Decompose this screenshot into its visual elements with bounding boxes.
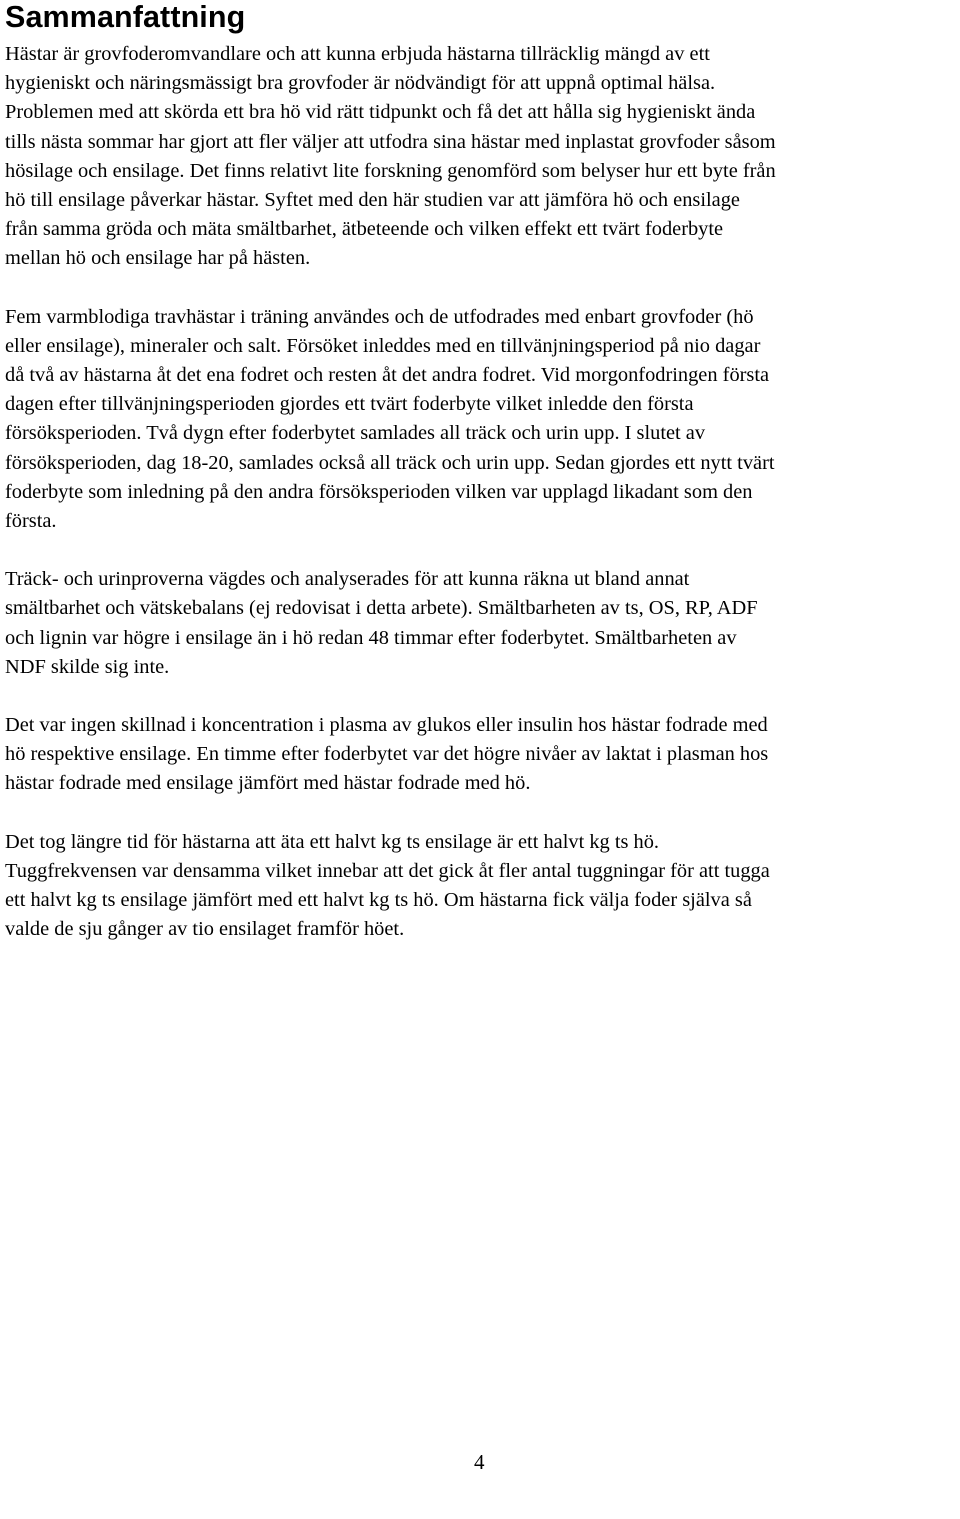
text-line: då två av hästarna åt det ena fodret och resten åt det andra fodret. Vid morgonfodringen första xyxy=(5,364,770,387)
paragraph-3 xyxy=(5,565,957,682)
paragraph-4 xyxy=(5,711,957,799)
text-line: första. xyxy=(5,510,57,533)
text-line: Hästar är grovfoderomvandlare och att kunna erbjuda hästarna tillräcklig mängd av ett xyxy=(5,43,710,65)
text-line: tills nästa sommar har gjort att fler väljer att utfodra sina hästar med inplastat grovfoder såsom xyxy=(5,130,776,153)
text-line: ett halvt kg ts ensilage jämfört med ett halvt kg ts hö. Om hästarna fick välja foder själva så xyxy=(5,889,752,912)
text-line: Fem varmblodiga travhästar i träning användes och de utfodrades med enbart grovfoder (hö xyxy=(5,305,754,328)
page-number: 4 xyxy=(474,1450,485,1474)
text-line: eller ensilage), mineraler och salt. Försöket inleddes med en tillvänjningsperiod på nio dagar xyxy=(5,334,761,357)
text-line: dagen efter tillvänjningsperioden gjordes ett tvärt foderbyte vilket inledde den första xyxy=(5,393,694,416)
text-line: Tuggfrekvensen var densamma vilket innebar att det gick åt fler antal tuggningar för att tugga xyxy=(5,859,770,882)
text-line: Det tog längre tid för hästarna att äta ett halvt kg ts ensilage är ett halvt kg ts hö. xyxy=(5,830,660,853)
text-line: hö respektive ensilage. En timme efter foderbytet var det högre nivåer av laktat i plasman hos xyxy=(5,743,769,766)
text-line: hösilage och ensilage. Det finns relativt lite forskning genomförd som belyser hur ett byte från xyxy=(5,159,776,182)
text-line: Det var ingen skillnad i koncentration i plasma av glukos eller insulin hos hästar fodrade med xyxy=(5,714,768,737)
text-line: försöksperioden. Två dygn efter foderbytet samlades all träck och urin upp. I slutet av xyxy=(5,422,706,445)
text-line: Problemen med att skörda ett bra hö vid rätt tidpunkt och få det att hålla sig hygieniskt ända xyxy=(5,101,756,124)
text-line: hygieniskt och näringsmässigt bra grovfoder är nödvändigt för att uppnå optimal hälsa. xyxy=(5,72,716,95)
paragraph-5 xyxy=(5,828,957,945)
text-line: smältbarhet och vätskebalans (ej redovisat i detta arbete). Smältbarheten av ts, OS, RP, ADF xyxy=(5,597,758,620)
text-line: mellan hö och ensilage har på hästen. xyxy=(5,247,311,270)
paragraph-1 xyxy=(5,40,957,274)
text-line: foderbyte som inledning på den andra försöksperioden vilken var upplagd likadant som den xyxy=(5,480,753,503)
text-line: NDF skilde sig inte. xyxy=(5,655,170,678)
text-line: Träck- och urinproverna vägdes och analyserades för att kunna räkna ut bland annat xyxy=(5,568,690,591)
summary-body xyxy=(5,40,957,944)
text-line: och lignin var högre i ensilage än i hö redan 48 timmar efter foderbytet. Smältbarheten av xyxy=(5,626,737,649)
text-line: hästar fodrade med ensilage jämfört med hästar fodrade med hö. xyxy=(5,772,531,795)
text-line: försöksperioden, dag 18-20, samlades också all träck och urin upp. Sedan gjordes ett nytt tvärt xyxy=(5,451,775,474)
text-line: valde de sju gånger av tio ensilaget framför höet. xyxy=(5,918,405,941)
section-heading: Sammanfattning xyxy=(5,0,246,34)
text-line: från samma gröda och mäta smältbarhet, ätbeteende och vilken effekt ett tvärt foderbyte xyxy=(5,218,724,241)
text-line: hö till ensilage påverkar hästar. Syftet med den här studien var att jämföra hö och ensilage xyxy=(5,189,740,212)
paragraph-2 xyxy=(5,303,957,537)
